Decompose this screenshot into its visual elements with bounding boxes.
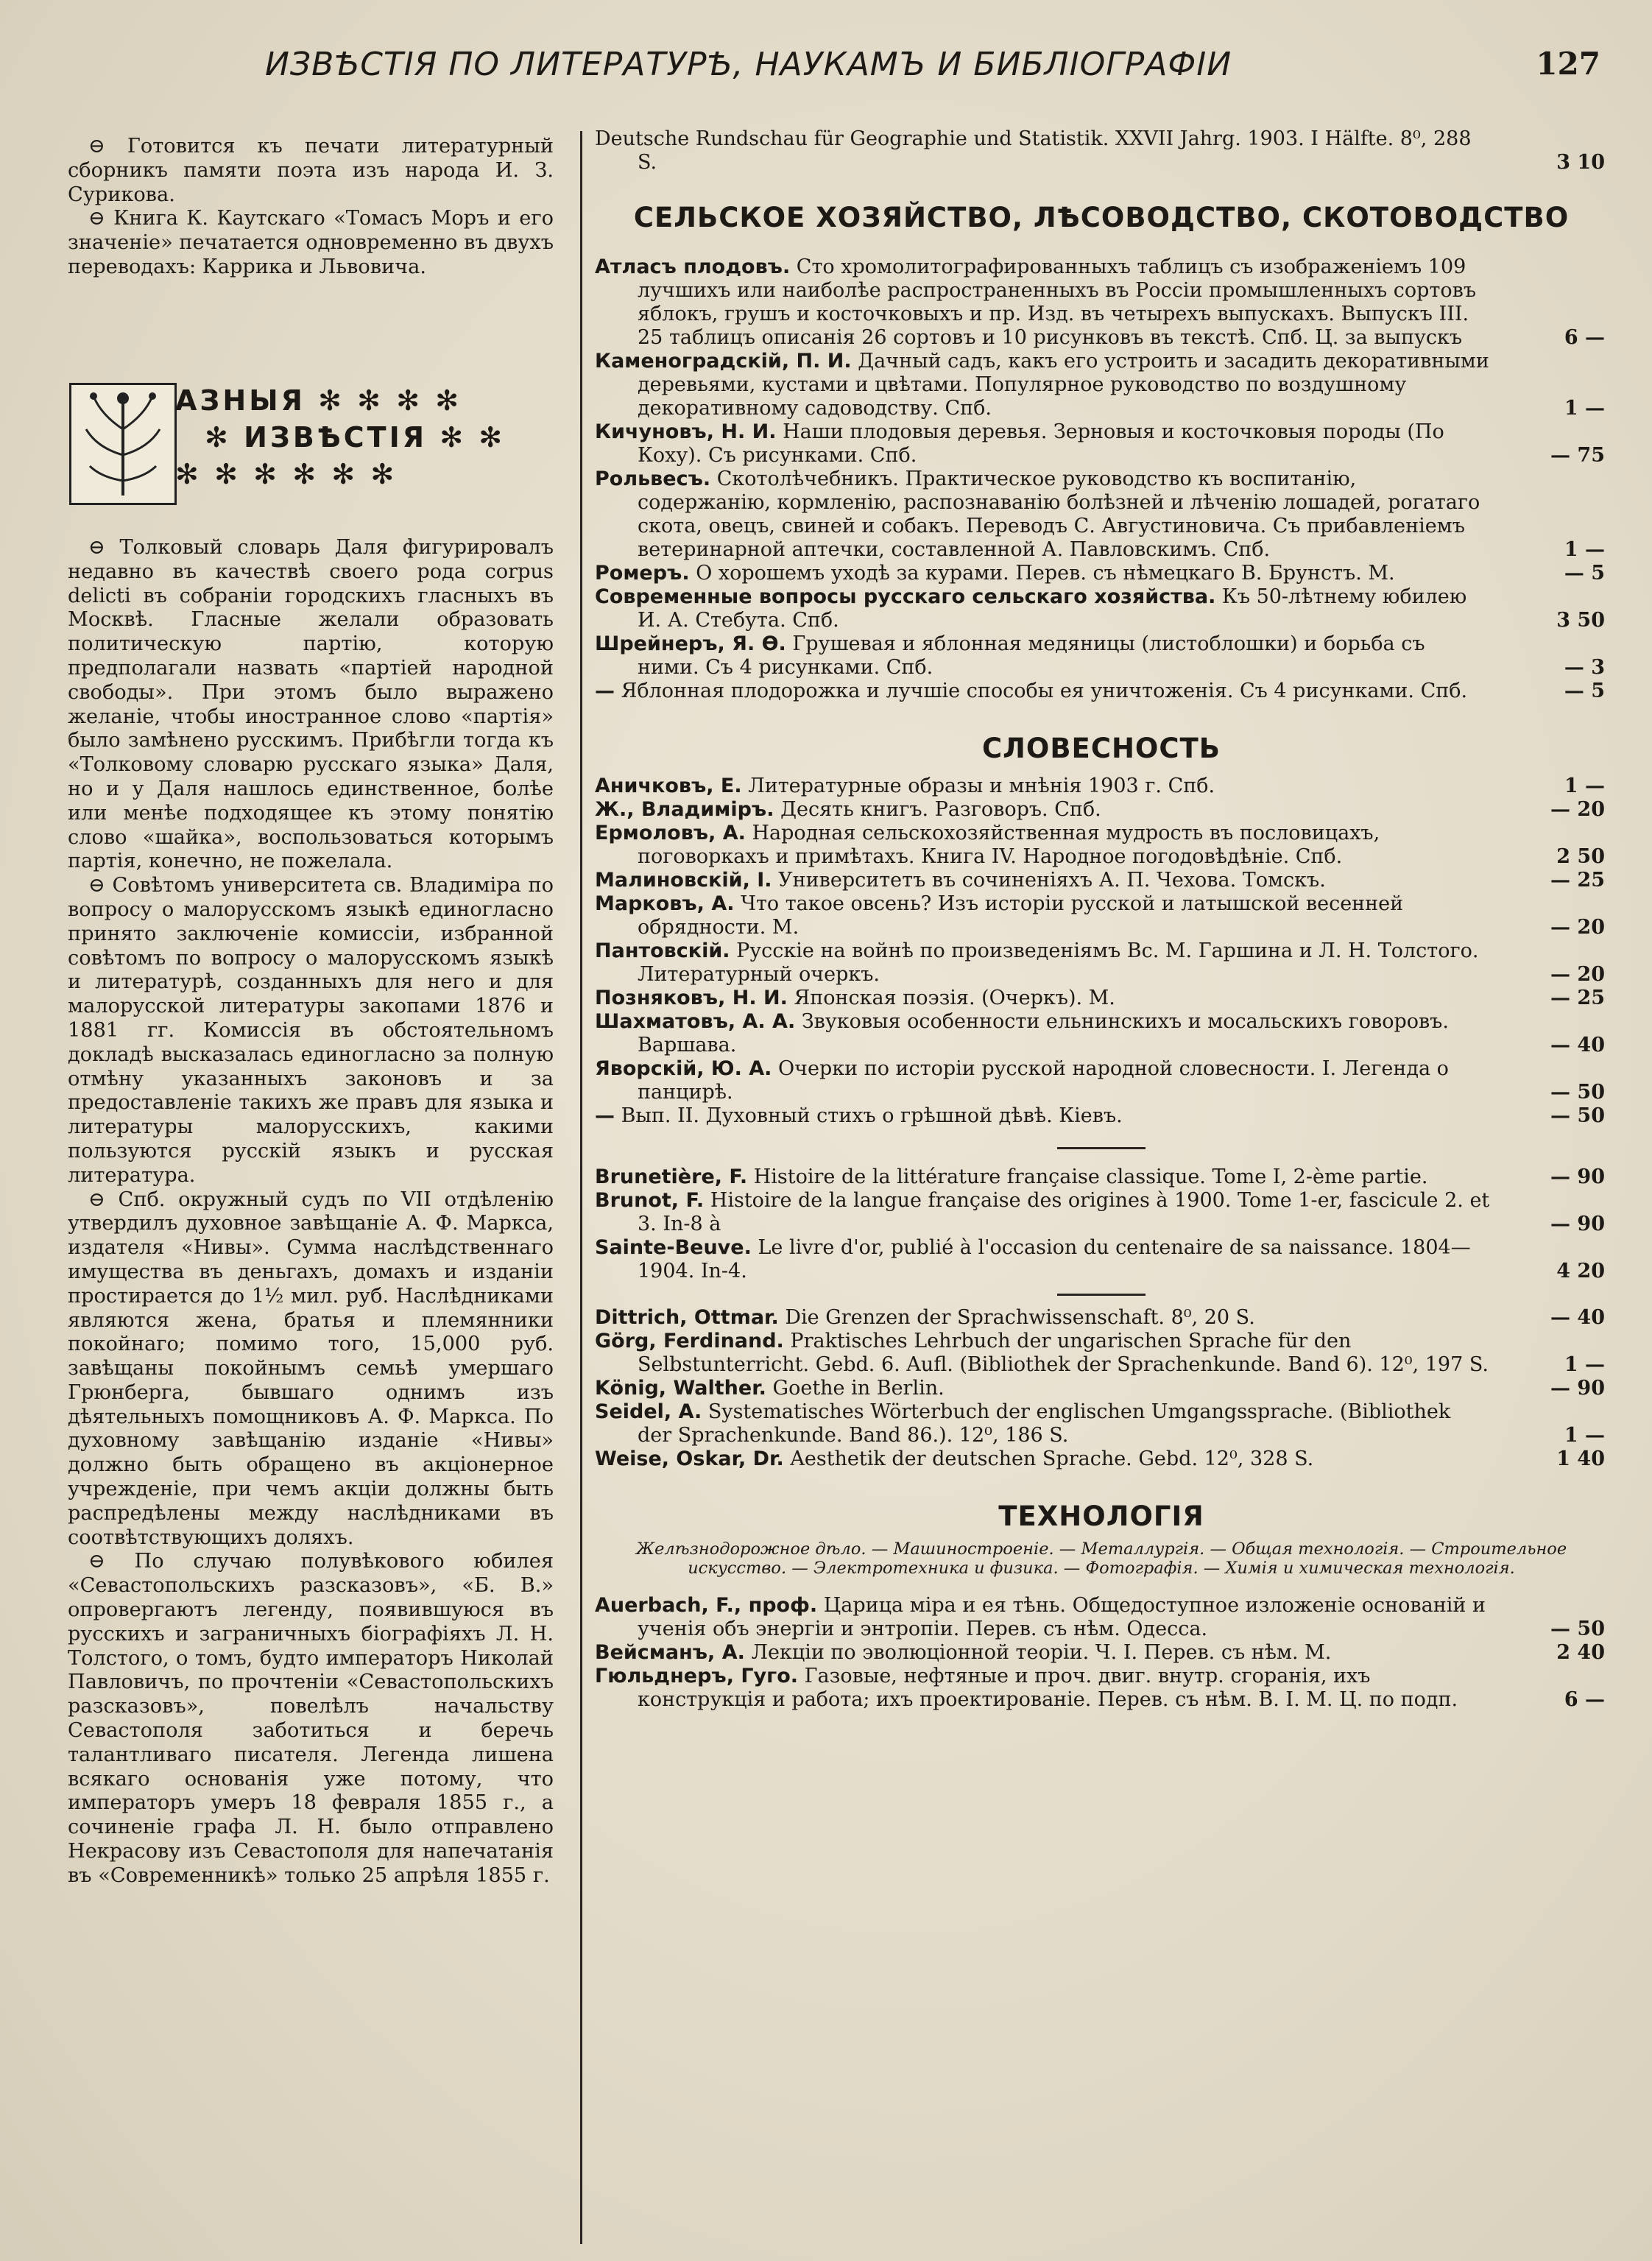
- price: — 20: [1550, 798, 1605, 821]
- ornament-line-2: ✻ ИЗВѢСТІЯ ✻ ✻: [205, 421, 506, 454]
- section-entries-french: [595, 1165, 1608, 1283]
- bibliography-entry: [595, 350, 1608, 420]
- bibliography-entry: [595, 987, 1608, 1010]
- entry-author: Современные вопросы русскаго сельскаго хозяйства.: [595, 585, 1216, 608]
- price: 1 —: [1564, 1424, 1605, 1447]
- bibliography-entry: [595, 1306, 1608, 1330]
- bibliography-entry: [595, 1377, 1608, 1400]
- entry-title: Яблонная плодорожка и лучшіе способы ея уничтоженія. Съ 4 рисунками. Спб.: [621, 680, 1468, 702]
- entry-author: Марковъ, А.: [595, 892, 735, 915]
- entry-author: Аничковъ, Е.: [595, 775, 742, 797]
- section-entries: [595, 255, 1608, 703]
- entry-title: Наши плодовыя деревья. Зерновыя и косточковыя породы (По Коху). Съ рисунками. Спб.: [638, 420, 1444, 467]
- entry-title: Histoire de la littérature française classique. Tome I, 2-ème partie.: [753, 1165, 1428, 1188]
- left-column: [68, 135, 554, 280]
- bibliography-entry: [595, 822, 1608, 869]
- entry-title: Сто хромолитографированныхъ таблицъ съ изображеніемъ 109 лучшихъ или наиболѣе распространенныхъ въ Россіи промышленныхъ сортовъ яблокъ, грушъ и косточковыхъ и пр. Изд. въ четырехъ выпускахъ. Выпускъ III. 25 таблицъ описанія 26 сортовъ и 10 рисунковъ въ текстѣ. Спб. Ц. за выпускъ: [638, 255, 1477, 349]
- bibliography-entry: Deutsche Rundschau für Geographie und Statistik. XXVII Jahrg. 1903. I Hälfte. 8⁰, 288 S. 3 10: [595, 127, 1605, 174]
- right-column: [595, 127, 1608, 1712]
- entry-author: Ж., Владиміръ.: [595, 798, 774, 821]
- entry-author: Seidel, A.: [595, 1400, 702, 1423]
- entry-author: Малиновскій, І.: [595, 869, 772, 892]
- page-header: [265, 46, 1600, 97]
- running-title: ИЗВѢСТІЯ ПО ЛИТЕРАТУРѢ, НАУКАМЪ И БИБЛІОГРАФІИ: [265, 46, 1232, 83]
- price: — 5: [1564, 562, 1605, 585]
- price: 3 50: [1556, 609, 1605, 632]
- entry-title: Царица міра и ея тѣнь. Общедоступное изложеніе основаній и ученія объ энергіи и энтропіи. Перев. съ нѣм. Одесса.: [638, 1594, 1486, 1640]
- entry-author: Ромеръ.: [595, 562, 690, 585]
- entry-author: Brunetière, F.: [595, 1165, 748, 1188]
- entry-title: Университетъ въ сочиненіяхъ А. П. Чехова. Томскъ.: [778, 869, 1326, 892]
- bibliography-entry: [595, 1010, 1608, 1057]
- price: — 50: [1550, 1104, 1605, 1127]
- entry-title: Русскіе на войнѣ по произведеніямъ Вс. М. Гаршина и Л. Н. Толстого. Литературный очеркъ.: [638, 939, 1479, 986]
- price: 6 —: [1564, 1688, 1605, 1711]
- price: — 5: [1564, 680, 1605, 702]
- section-title: СЕЛЬСКОЕ ХОЗЯЙСТВО, ЛѢСОВОДСТВО, СКОТОВОДСТВО: [633, 202, 1570, 233]
- bibliography-entry: [595, 1104, 1608, 1128]
- entry-author: Пантовскій.: [595, 939, 730, 962]
- entry-title: Очерки по исторіи русской народной словесности. I. Легенда о панцирѣ.: [638, 1057, 1449, 1104]
- entry-title: Die Grenzen der Sprachwissenschaft. 8⁰, 20 S.: [785, 1306, 1255, 1329]
- page-number: 127: [1536, 46, 1600, 82]
- news-item: ⊖ Книга К. Каутскаго «Томасъ Моръ и его значеніе» печатается одновременно въ двухъ переводахъ: Каррика и Львовича.: [68, 207, 554, 278]
- bibliography-entry: [595, 420, 1608, 468]
- bibliography-entry: [595, 1236, 1608, 1283]
- price: — 90: [1550, 1165, 1605, 1188]
- entry-author: Атласъ плодовъ.: [595, 255, 791, 278]
- news-item: ⊖ Толковый словарь Даля фигурировалъ недавно въ качествѣ своего рода corpus delicti въ собраніи городскихъ гласныхъ въ Москвѣ. Гласные желали образовать политическую партію, которую предполагали назвать «партіей народной свободы». При этомъ было выражено желаніе, чтобы иностранное слово «партія» было замѣнено русскимъ. Прибѣгли тогда къ «Толковому словарю русскаго языка» Даля, но и у Даля нашлось единственное, болѣе или менѣе подходящее къ этому понятію слово «шайка», воспользоваться которымъ партія, конечно, не пожелала.: [68, 536, 554, 873]
- left-column-news: [68, 536, 554, 1888]
- entry-author: Görg, Ferdinand.: [595, 1330, 784, 1352]
- bibliography-entry: [595, 1057, 1608, 1104]
- price: — 20: [1550, 916, 1605, 939]
- bibliography-entry: [595, 562, 1608, 585]
- price: 1 40: [1556, 1447, 1605, 1470]
- entry-title: Дачный садъ, какъ его устроить и засадить декоративными деревьями, кустами и цвѣтами. Популярное руководство по воздушному декоративному садоводству. Спб.: [638, 350, 1489, 420]
- entry-title: Японская поэзія. (Очеркъ). М.: [794, 987, 1115, 1009]
- price: — 25: [1550, 869, 1605, 892]
- section-entries-german: [595, 1306, 1608, 1471]
- entry-title: Скотолѣчебникъ. Практическое руководство къ воспитанію, содержанію, кормленію, распознаванію болѣзней и лѣченію лошадей, рогатаго скота, овецъ, свиней и собакъ. Переводъ С. Августиновича. Съ прибавленіемъ ветеринарной аптечки, составленной А. Павловскимъ. Спб.: [638, 468, 1480, 561]
- entry-title: Histoire de la langue française des origines à 1900. Tome 1-er, fascicule 2. et 3. In-8 à: [638, 1189, 1490, 1235]
- price: 1 —: [1564, 1353, 1605, 1376]
- entry-author: Вейсманъ, А.: [595, 1641, 745, 1664]
- entry-title: Газовые, нефтяные и проч. двиг. внутр. сгоранія, ихъ конструкція и работа; ихъ проектированіе. Перев. съ нѣм. В. І. М. Ц. по подп.: [638, 1665, 1458, 1711]
- price: 1 —: [1564, 538, 1605, 561]
- entry-author: Позняковъ, Н. И.: [595, 987, 788, 1009]
- entry-title: Le livre d'or, publié à l'occasion du centenaire de sa naissance. 1804—1904. In-4.: [638, 1236, 1471, 1283]
- entry-author: Auerbach, F., проф.: [595, 1594, 818, 1617]
- price: — 40: [1550, 1306, 1605, 1329]
- price: 4 20: [1556, 1260, 1605, 1283]
- bibliography-entry: [595, 798, 1608, 822]
- bibliography-entry: [595, 1400, 1608, 1447]
- price: — 25: [1550, 987, 1605, 1009]
- bibliography-entry: [595, 632, 1608, 680]
- entry-author: Ермоловъ, А.: [595, 822, 746, 844]
- price: 2 50: [1556, 845, 1605, 868]
- entry-title: Грушевая и яблонная медяницы (листоблошки) и борьба съ ними. Съ 4 рисунками. Спб.: [638, 632, 1425, 679]
- bibliography-entry: [595, 1330, 1608, 1377]
- entry-title: Звуковыя особенности ельнинскихъ и мосальскихъ говоровъ. Варшава.: [638, 1010, 1449, 1057]
- entry-title: Народная сельскохозяйственная мудрость въ пословицахъ, поговоркахъ и примѣтахъ. Книга IV. Народное погодовѣдѣніе. Спб.: [638, 822, 1380, 868]
- price: 6 —: [1564, 326, 1605, 349]
- price: — 3: [1564, 656, 1605, 679]
- bibliography-entry: [595, 892, 1608, 939]
- bibliography-entry: [595, 585, 1608, 632]
- news-item: ⊖ Спб. окружный судъ по VII отдѣленію утвердилъ духовное завѣщаніе А. Ф. Маркса, издателя «Нивы». Сумма наслѣдственнаго имущества въ деньгахъ, домахъ и изданіи простирается до 1½ мил. руб. Наслѣдниками являются жена, братья и племянники покойнаго; помимо того, 15,000 руб. завѣщаны покойнымъ семьѣ умершаго Грюнберга, бывшаго однимъ изъ дѣятельныхъ помощниковъ А. Ф. Маркса. По духовному завѣщанію изданіе «Нивы» должно быть обращено въ акціонерное учрежденіе, при чемъ акціи должны быть распредѣлены между наслѣдниками въ соотвѣтствующихъ доляхъ.: [68, 1188, 554, 1549]
- price: 3 10: [1556, 151, 1605, 174]
- entry-title: Къ 50-лѣтнему юбилею И. А. Стебута. Спб.: [638, 585, 1467, 632]
- entry-title: О хорошемъ уходѣ за курами. Перев. съ нѣмецкаго В. Брунстъ. М.: [696, 562, 1395, 585]
- price: — 90: [1550, 1377, 1605, 1400]
- bibliography-entry: [595, 939, 1608, 987]
- entry-author: Шахматовъ, А. А.: [595, 1010, 796, 1033]
- ornamental-initial-r: [69, 383, 177, 505]
- bibliography-entry: [595, 1165, 1608, 1189]
- ornament-line-1: АЗНЫЯ ✻ ✻ ✻ ✻: [175, 384, 462, 417]
- news-item: ⊖ Совѣтомъ университета св. Владиміра по вопросу о малорусскомъ языкѣ единогласно принято заключеніе комиссіи, избранной совѣтомъ по вопросу о малорусскомъ языкѣ и литературѣ, созданныхъ для него и для малорусской литературы закопами 1876 и 1881 гг. Комиссія въ обстоятельномъ докладѣ высказалась единогласно за полную отмѣну указанныхъ законовъ и за предоставленіе такихъ же правъ для языка и литературы малорусскихъ, какими пользуются русскій языкъ и русская литература.: [68, 874, 554, 1187]
- section-entries: [595, 775, 1608, 1128]
- entry-author: Weise, Oskar, Dr.: [595, 1447, 784, 1470]
- price: — 50: [1550, 1081, 1605, 1104]
- section-title: ТЕХНОЛОГІЯ: [998, 1500, 1204, 1532]
- price: — 50: [1550, 1618, 1605, 1640]
- price: 1 —: [1564, 397, 1605, 420]
- bibliography-entry: [595, 1594, 1608, 1641]
- bibliography-entry: [595, 255, 1608, 350]
- entry-title: Вып. II. Духовный стихъ о грѣшной дѣвѣ. Кіевъ.: [621, 1104, 1123, 1127]
- entry-author: König, Walther.: [595, 1377, 766, 1400]
- news-item: ⊖ По случаю полувѣкового юбилея «Севастопольскихъ разсказовъ», «Б. В.» опровергаютъ легенду, появившуюся въ русскихъ и заграничныхъ біографіяхъ Л. Н. Толстого, о томъ, будто императоръ Николай Павловичъ, по прочтеніи «Севастопольскихъ разсказовъ», повелѣлъ начальству Севастополя заботиться и беречь талантливаго писателя. Легенда лишена всякаго основанія уже потому, что императоръ умеръ 18 февраля 1855 г., а сочиненіе графа Л. Н. было отправлено Некрасову изъ Севастополя для напечатанія въ «Современникѣ» только 25 апрѣля 1855 г.: [68, 1550, 554, 1887]
- entry-title: Aesthetik der deutschen Sprache. Gebd. 12⁰, 328 S.: [790, 1447, 1314, 1470]
- entry-title: Десять книгъ. Разговоръ. Спб.: [780, 798, 1101, 821]
- news-item: ⊖ Готовится къ печати литературный сборникъ памяти поэта изъ народа И. З. Сурикова.: [68, 135, 554, 206]
- entry-author: Шрейнеръ, Я. Ѳ.: [595, 632, 786, 655]
- price: 1 —: [1564, 775, 1605, 797]
- entry-author: —: [595, 680, 615, 702]
- entry-title: Что такое овсень? Изъ исторіи русской и латышской весенней обрядности. М.: [638, 892, 1404, 939]
- entry-title: Praktisches Lehrbuch der ungarischen Sprache für den Selbstunterricht. Gebd. 6. Aufl. (Bibliothek der Sprachenkunde. Band 6). 12⁰, 197 S.: [638, 1330, 1489, 1376]
- bibliography-entry: [595, 1665, 1608, 1712]
- entry-author: —: [595, 1104, 615, 1127]
- bibliography-entry: [595, 869, 1608, 892]
- floral-ornament-icon: [71, 385, 174, 503]
- bibliography-entry: [595, 775, 1608, 798]
- bibliography-entry: [595, 1447, 1608, 1471]
- entry-author: Каменоградскій, П. И.: [595, 350, 852, 373]
- entry-author: Рольвесъ.: [595, 468, 711, 490]
- price: 2 40: [1556, 1641, 1605, 1664]
- entry-title: Goethe in Berlin.: [772, 1377, 945, 1400]
- entry-author: Кичуновъ, Н. И.: [595, 420, 777, 443]
- entry-title: Литературные образы и мнѣнія 1903 г. Спб.: [748, 775, 1215, 797]
- entry-author: Гюльднеръ, Гуго.: [595, 1665, 799, 1687]
- bibliography-entry: [595, 468, 1608, 562]
- entry-author: Sainte-Beuve.: [595, 1236, 752, 1259]
- bibliography-entry: [595, 680, 1608, 703]
- column-divider: [580, 131, 582, 2244]
- price: — 40: [1550, 1034, 1605, 1057]
- section-subtopics: Желѣзнодорожное дѣло. — Машиностроеніе. — Металлургія. — Общая технологія. — Строительное искусство. — Электротехника и физика. — Фотографія. — Химія и химическая технологія.: [635, 1539, 1567, 1578]
- section-entries: [595, 1594, 1608, 1712]
- bibliography-entry: [595, 1641, 1608, 1665]
- entry-author: Яворскій, Ю. А.: [595, 1057, 772, 1080]
- entry-title: Лекціи по эволюціонной теоріи. Ч. I. Перев. съ нѣм. М.: [751, 1641, 1332, 1664]
- ornament-line-3: ✻ ✻ ✻ ✻ ✻ ✻: [175, 458, 398, 490]
- section-title: СЛОВЕСНОСТЬ: [982, 733, 1221, 764]
- entry-title: Systematisches Wörterbuch der englischen Umgangssprache. (Bibliothek der Sprachenkunde. Band 86.). 12⁰, 186 S.: [638, 1400, 1451, 1447]
- price: — 90: [1550, 1213, 1605, 1235]
- entry-author: Brunot, F.: [595, 1189, 705, 1212]
- entry-author: Dittrich, Ottmar.: [595, 1306, 779, 1329]
- price: — 20: [1550, 963, 1605, 986]
- bibliography-entry: [595, 1189, 1608, 1236]
- price: — 75: [1550, 444, 1605, 467]
